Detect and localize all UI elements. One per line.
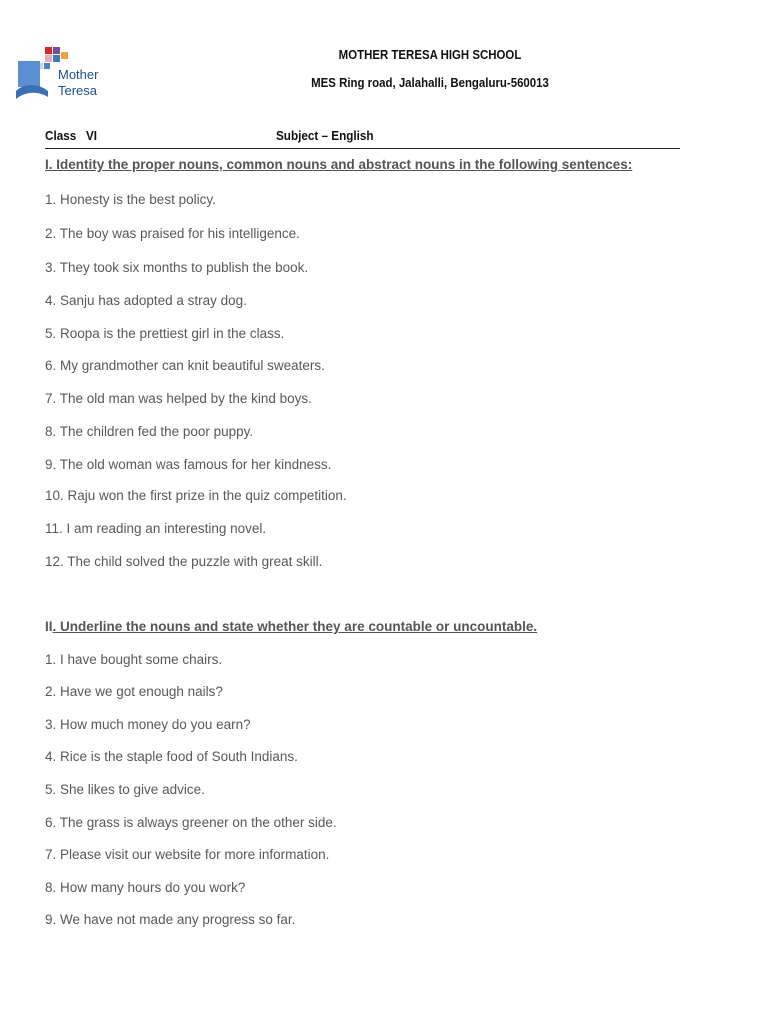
section-2-question: 8. How many hours do you work?: [45, 880, 246, 895]
section-2-heading-text: . Underline the nouns and state whether they are countable or uncountable.: [52, 619, 538, 634]
mother-teresa-logo-icon: [14, 47, 114, 109]
section-2-question: 3. How much money do you earn?: [45, 717, 251, 732]
section-2-question: 4. Rice is the staple food of South Indians.: [45, 749, 298, 764]
svg-text:Teresa: Teresa: [58, 83, 98, 98]
section-2-question: 6. The grass is always greener on the other side.: [45, 815, 337, 830]
section-2-question: 9. We have not made any progress so far.: [45, 912, 296, 927]
section-1-question: 2. The boy was praised for his intelligence.: [45, 226, 300, 241]
section-1-question: 1. Honesty is the best policy.: [45, 192, 216, 207]
class-subject-row: [45, 128, 680, 149]
section-2-heading-prefix: II: [45, 619, 53, 634]
section-1-question: 5. Roopa is the prettiest girl in the class.: [45, 326, 285, 341]
section-1-question: 11. I am reading an interesting novel.: [45, 521, 267, 536]
school-name: MOTHER TERESA HIGH SCHOOL: [338, 47, 522, 62]
section-2-question: 2. Have we got enough nails?: [45, 684, 223, 699]
school-logo: [14, 47, 114, 109]
section-1-heading: I. Identity the proper nouns, common nouns and abstract nouns in the following sentences:: [45, 157, 633, 172]
section-1-question: 8. The children fed the poor puppy.: [45, 424, 254, 439]
svg-text:Mother: Mother: [58, 67, 99, 82]
section-1-question: 6. My grandmother can knit beautiful sweaters.: [45, 358, 325, 373]
section-1-question: 3. They took six months to publish the book.: [45, 260, 309, 275]
class-label: Class VI: [45, 128, 98, 143]
school-address: MES Ring road, Jalahalli, Bengaluru-560013: [311, 75, 549, 90]
section-2-question: 1. I have bought some chairs.: [45, 652, 223, 667]
subject-label: Subject – English: [276, 128, 374, 143]
section-1-question: 10. Raju won the first prize in the quiz competition.: [45, 488, 347, 503]
section-1-question: 7. The old man was helped by the kind boys.: [45, 391, 312, 406]
section-1-question: 4. Sanju has adopted a stray dog.: [45, 293, 247, 308]
section-1-question: 9. The old woman was famous for her kindness.: [45, 457, 332, 472]
section-1-question: 12. The child solved the puzzle with great skill.: [45, 554, 323, 569]
section-2-question: 5. She likes to give advice.: [45, 782, 205, 797]
section-2-heading: [45, 619, 537, 634]
section-2-question: 7. Please visit our website for more information.: [45, 847, 330, 862]
